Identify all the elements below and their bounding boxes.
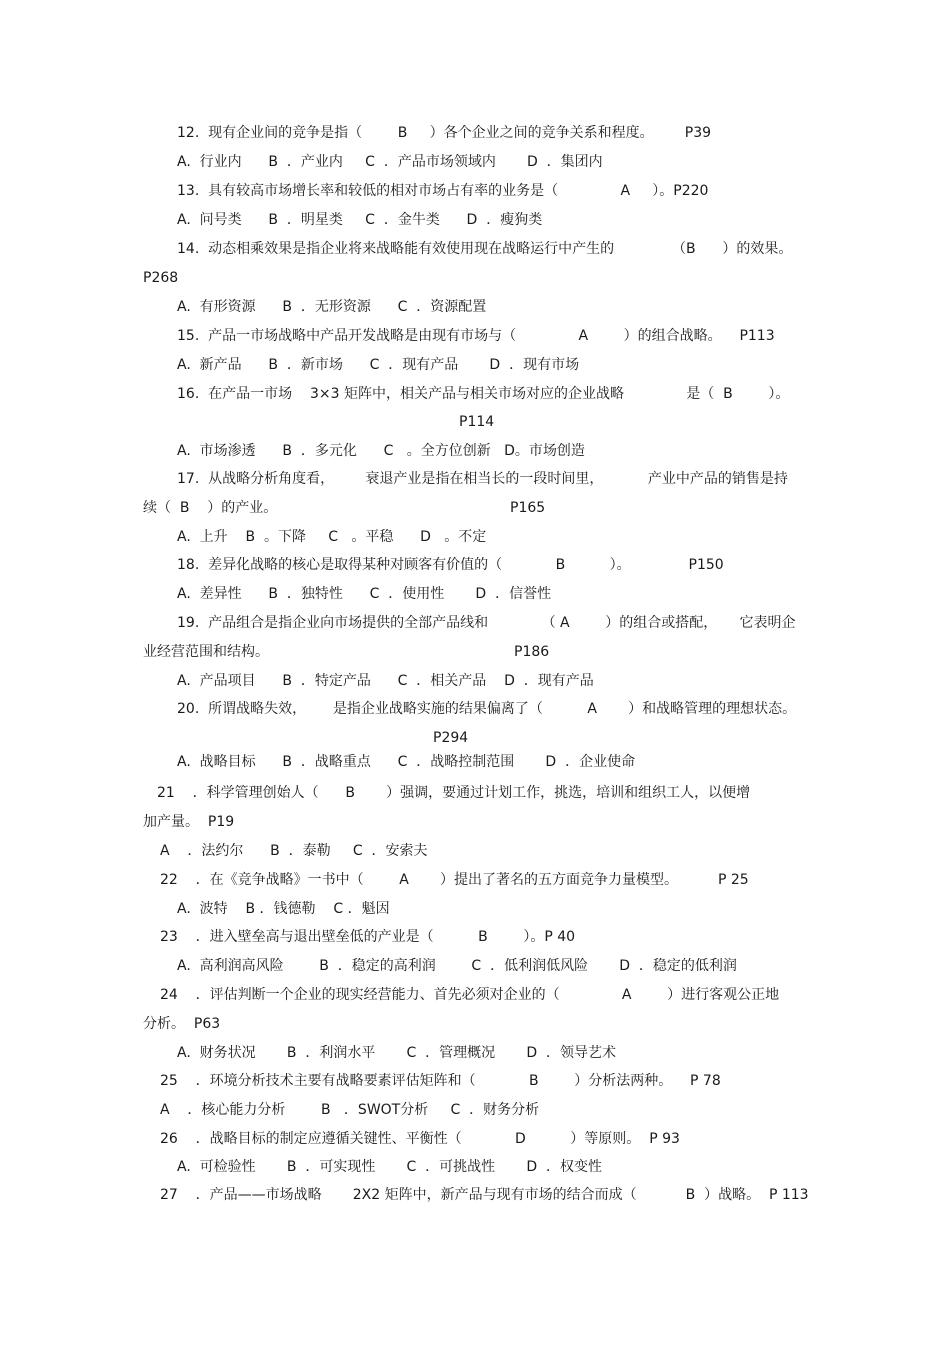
options-18: A. 差异性 B ．独特性 C ．使用性 D ．信誉性 [177, 586, 552, 602]
question-20: 20. 所谓战略失效， 是指企业战略实施的结果偏离了（ A ）和战略管理的理想状态。 [177, 701, 797, 717]
question-26: 26 ．战略目标的制定应遵循关键性、平衡性（ D ）等原则。 P 93 [160, 1131, 680, 1147]
options-22: A. 波特 B ．钱德勒 C ．魁因 [177, 901, 390, 917]
question-16-page-ref: P114 [459, 414, 495, 430]
question-25: 25 ．环境分析技术主要有战略要素评估矩阵和（ B ）分析法两种。 P 78 [160, 1073, 721, 1089]
question-23: 23 ．进入壁垒高与退出壁垒低的产业是（ B ）。P 40 [160, 929, 576, 945]
options-26: A. 可检验性 B ．可实现性 C ．可挑战性 D ．权变性 [177, 1159, 602, 1175]
question-24: 24 ．评估判断一个企业的现实经营能力、首先必须对企业的（ A ）进行客观公正地 [160, 987, 780, 1003]
question-19: 19. 产品组合是指企业向市场提供的全部产品线和 （ A ）的组合或搭配， 它表明企 [177, 615, 796, 631]
options-16: A. 市场渗透 B ．多元化 C 。全方位创新 D。市场创造 [177, 443, 585, 459]
question-22: 22 ．在《竞争战略》一书中（ A ）提出了著名的五方面竞争力量模型。 P 25 [160, 872, 749, 888]
question-24-cont: 分析。 P63 [143, 1016, 221, 1032]
question-21-cont: 加产量。 P19 [143, 814, 235, 830]
question-19-page-ref: P186 [514, 644, 550, 660]
question-14-page-ref: P268 [143, 270, 179, 286]
options-15: A. 新产品 B ．新市场 C ．现有产品 D ．现有市场 [177, 357, 580, 373]
options-24: A. 财务状况 B ．利润水平 C ．管理概况 D ．领导艺术 [177, 1045, 616, 1061]
question-20-page-ref: P294 [433, 730, 469, 746]
question-17-cont: 续（ B ）的产业。 [143, 500, 278, 516]
question-13: 13. 具有较高市场增长率和较低的相对市场占有率的业务是（ A ）。P220 [177, 183, 709, 199]
question-16: 16. 在产品一市场 3×3 矩阵中，相关产品与相关市场对应的企业战略 是（ B ）。 [177, 386, 790, 402]
options-23: A. 高利润高风险 B ．稳定的高利润 C ．低利润低风险 D ．稳定的低利润 [177, 958, 737, 974]
question-17-page-ref: P165 [510, 500, 546, 516]
question-12: 12. 现有企业间的竞争是指（ B ）各个企业之间的竞争关系和程度。 P39 [177, 125, 712, 141]
question-18: 18. 差异化战略的核心是取得某种对顾客有价值的（ B ）。 P150 [177, 557, 724, 573]
options-21: A ．法约尔 B ．泰勒 C ．安索夫 [160, 843, 428, 859]
question-27: 27 ．产品——市场战略 2X2 矩阵中，新产品与现有市场的结合而成（ B ）战略。 P 113 [160, 1187, 809, 1203]
options-13: A. 问号类 B ．明星类 C ．金牛类 D ．瘦狗类 [177, 212, 543, 228]
question-15: 15. 产品一市场战略中产品开发战略是由现有市场与（ A ）的组合战略。 P113 [177, 328, 775, 344]
question-19-cont: 业经营范围和结构。 [143, 644, 269, 660]
options-12: A. 行业内 B ．产业内 C ．产品市场领域内 D ．集团内 [177, 154, 603, 170]
question-14: 14. 动态相乘效果是指企业将来战略能有效使用现在战略运行中产生的 （B ）的效果。 [177, 241, 793, 257]
options-17: A. 上升 B 。下降 C 。平稳 D 。不定 [177, 529, 487, 545]
question-17: 17. 从战略分析角度看， 衰退产业是指在相当长的一段时间里， 产业中产品的销售是持 [177, 471, 788, 487]
options-19: A. 产品项目 B ．特定产品 C ．相关产品 D ．现有产品 [177, 673, 594, 689]
options-14: A. 有形资源 B ．无形资源 C ．资源配置 [177, 299, 487, 315]
question-21: 21 ．科学管理创始人（ B ）强调，要通过计划工作，挑选，培训和组织工人，以便增 [157, 785, 751, 801]
options-20: A. 战略目标 B ．战略重点 C ．战略控制范围 D ．企业使命 [177, 754, 636, 770]
options-25: A ．核心能力分析 B ．SWOT分析 C ．财务分析 [160, 1102, 540, 1118]
